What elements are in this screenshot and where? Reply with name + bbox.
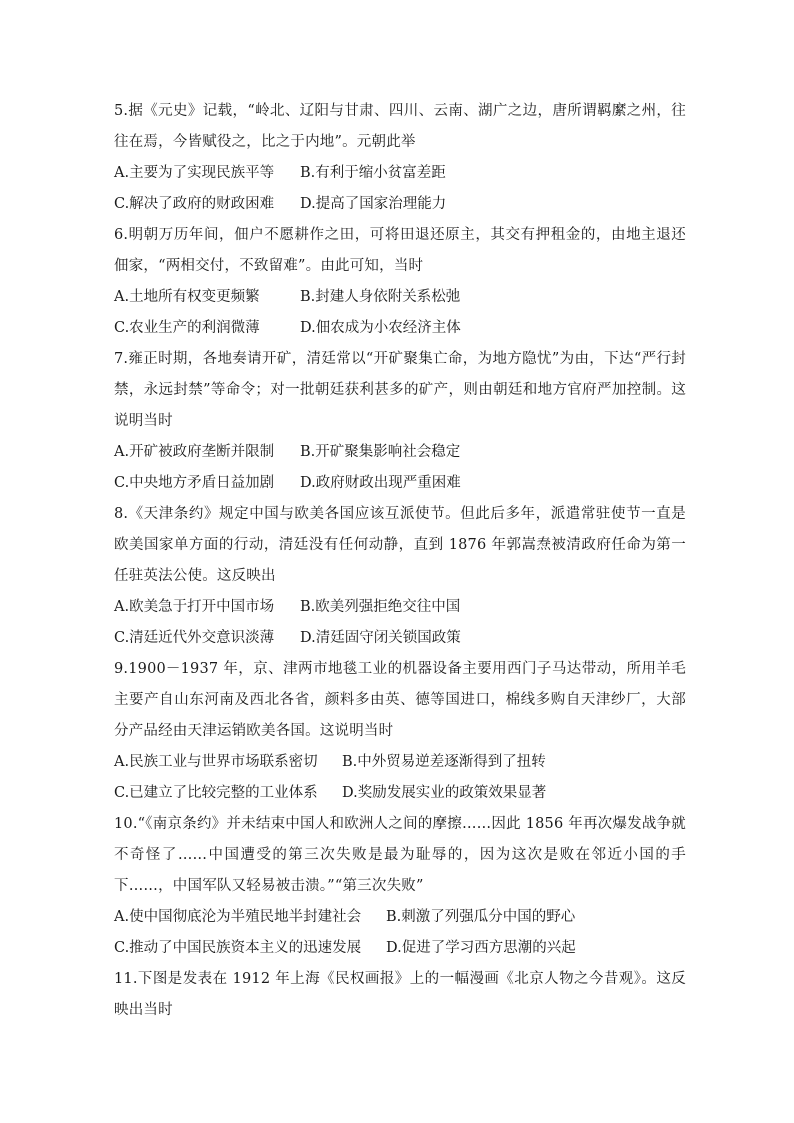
option-10-b[interactable]: B.刺激了列强瓜分中国的野心	[386, 909, 576, 925]
option-6-d[interactable]: D.佃农成为小农经济主体	[300, 320, 461, 336]
option-5-b[interactable]: B.有利于缩小贫富差距	[300, 165, 446, 181]
option-8-b[interactable]: B.欧美列强拒绝交往中国	[300, 599, 461, 615]
question-6-options-row-2	[114, 313, 686, 344]
question-8-options-row-2	[114, 623, 686, 654]
question-10-options-row-2	[114, 933, 686, 964]
option-5-a[interactable]: A.主要为了实现民族平等	[114, 165, 275, 181]
question-8-stem: 8.《天津条约》规定中国与欧美各国应该互派使节。但此后多年，派遣常驻使节一直是欧美国家单方面的行动，清廷没有任何动静，直到 1876 年郭嵩焘被清政府任命为第一任驻英法公使。这反映出	[114, 506, 686, 584]
option-10-d[interactable]: D.促进了学习西方思潮的兴起	[386, 940, 576, 956]
option-8-a[interactable]: A.欧美急于打开中国市场	[114, 599, 275, 615]
question-6	[114, 220, 686, 344]
question-7-options-row-1	[114, 437, 686, 468]
question-11	[114, 964, 686, 1026]
option-8-d[interactable]: D.清廷固守闭关锁国政策	[300, 630, 461, 646]
question-5-stem: 5.据《元史》记载，“岭北、辽阳与甘肃、四川、云南、湖广之边，唐所谓羁縻之州，往往在焉，今皆赋役之，比之于内地”。元朝此举	[114, 103, 686, 150]
question-9-options-row-2	[114, 778, 686, 809]
option-7-d[interactable]: D.政府财政出现严重困难	[300, 475, 461, 491]
question-11-stem: 11.下图是发表在 1912 年上海《民权画报》上的一幅漫画《北京人物之今昔观》。这反映出当时	[114, 971, 686, 1018]
option-5-d[interactable]: D.提高了国家治理能力	[300, 196, 447, 212]
question-9-options-row-1	[114, 747, 686, 778]
option-9-a[interactable]: A.民族工业与世界市场联系密切	[114, 754, 318, 770]
question-10-stem: 10.“《南京条约》并未结束中国人和欧洲人之间的摩擦……因此 1856 年再次爆发战争就不奇怪了……中国遭受的第三次失败是最为耻辱的，因为这次是败在邻近小国的手下……，中国军队又轻易被击溃。”“第三次失败”	[114, 816, 686, 894]
option-6-b[interactable]: B.封建人身依附关系松弛	[300, 289, 461, 305]
option-10-c[interactable]: C.推动了中国民族资本主义的迅速发展	[114, 940, 362, 956]
question-10	[114, 809, 686, 964]
question-8-options-row-1	[114, 592, 686, 623]
option-8-c[interactable]: C.清廷近代外交意识淡薄	[114, 630, 275, 646]
option-6-a[interactable]: A.土地所有权变更频繁	[114, 289, 260, 305]
question-8	[114, 499, 686, 654]
question-6-options-row-1	[114, 282, 686, 313]
question-7-options-row-2	[114, 468, 686, 499]
option-5-c[interactable]: C.解决了政府的财政困难	[114, 196, 275, 212]
question-list	[114, 96, 686, 1026]
question-5	[114, 96, 686, 220]
question-7	[114, 344, 686, 499]
option-9-c[interactable]: C.已建立了比较完整的工业体系	[114, 785, 318, 801]
question-10-options-row-1	[114, 902, 686, 933]
option-7-b[interactable]: B.开矿聚集影响社会稳定	[300, 444, 461, 460]
option-10-a[interactable]: A.使中国彻底沦为半殖民地半封建社会	[114, 909, 362, 925]
question-9	[114, 654, 686, 809]
question-6-stem: 6.明朝万历年间，佃户不愿耕作之田，可将田退还原主，其交有押租金的，由地主退还佃家，“两相交付，不致留难”。由此可知，当时	[114, 227, 686, 274]
option-9-b[interactable]: B.中外贸易逆差逐渐得到了扭转	[342, 754, 546, 770]
question-5-options-row-1	[114, 158, 686, 189]
option-9-d[interactable]: D.奖励发展实业的政策效果显著	[342, 785, 547, 801]
question-7-stem: 7.雍正时期，各地奏请开矿，清廷常以“开矿聚集亡命，为地方隐忧”为由，下达“严行封禁，永远封禁”等命令；对一批朝廷获利甚多的矿产，则由朝廷和地方官府严加控制。这说明当时	[114, 351, 686, 429]
question-9-stem: 9.1900－1937 年，京、津两市地毯工业的机器设备主要用西门子马达带动，所用羊毛主要产自山东河南及西北各省，颜料多由英、德等国进口，棉线多购自天津纱厂，大部分产品经由天津运销欧美各国。这说明当时	[114, 661, 686, 739]
option-7-c[interactable]: C.中央地方矛盾日益加剧	[114, 475, 275, 491]
option-7-a[interactable]: A.开矿被政府垄断并限制	[114, 444, 275, 460]
option-6-c[interactable]: C.农业生产的利润微薄	[114, 320, 260, 336]
question-5-options-row-2	[114, 189, 686, 220]
